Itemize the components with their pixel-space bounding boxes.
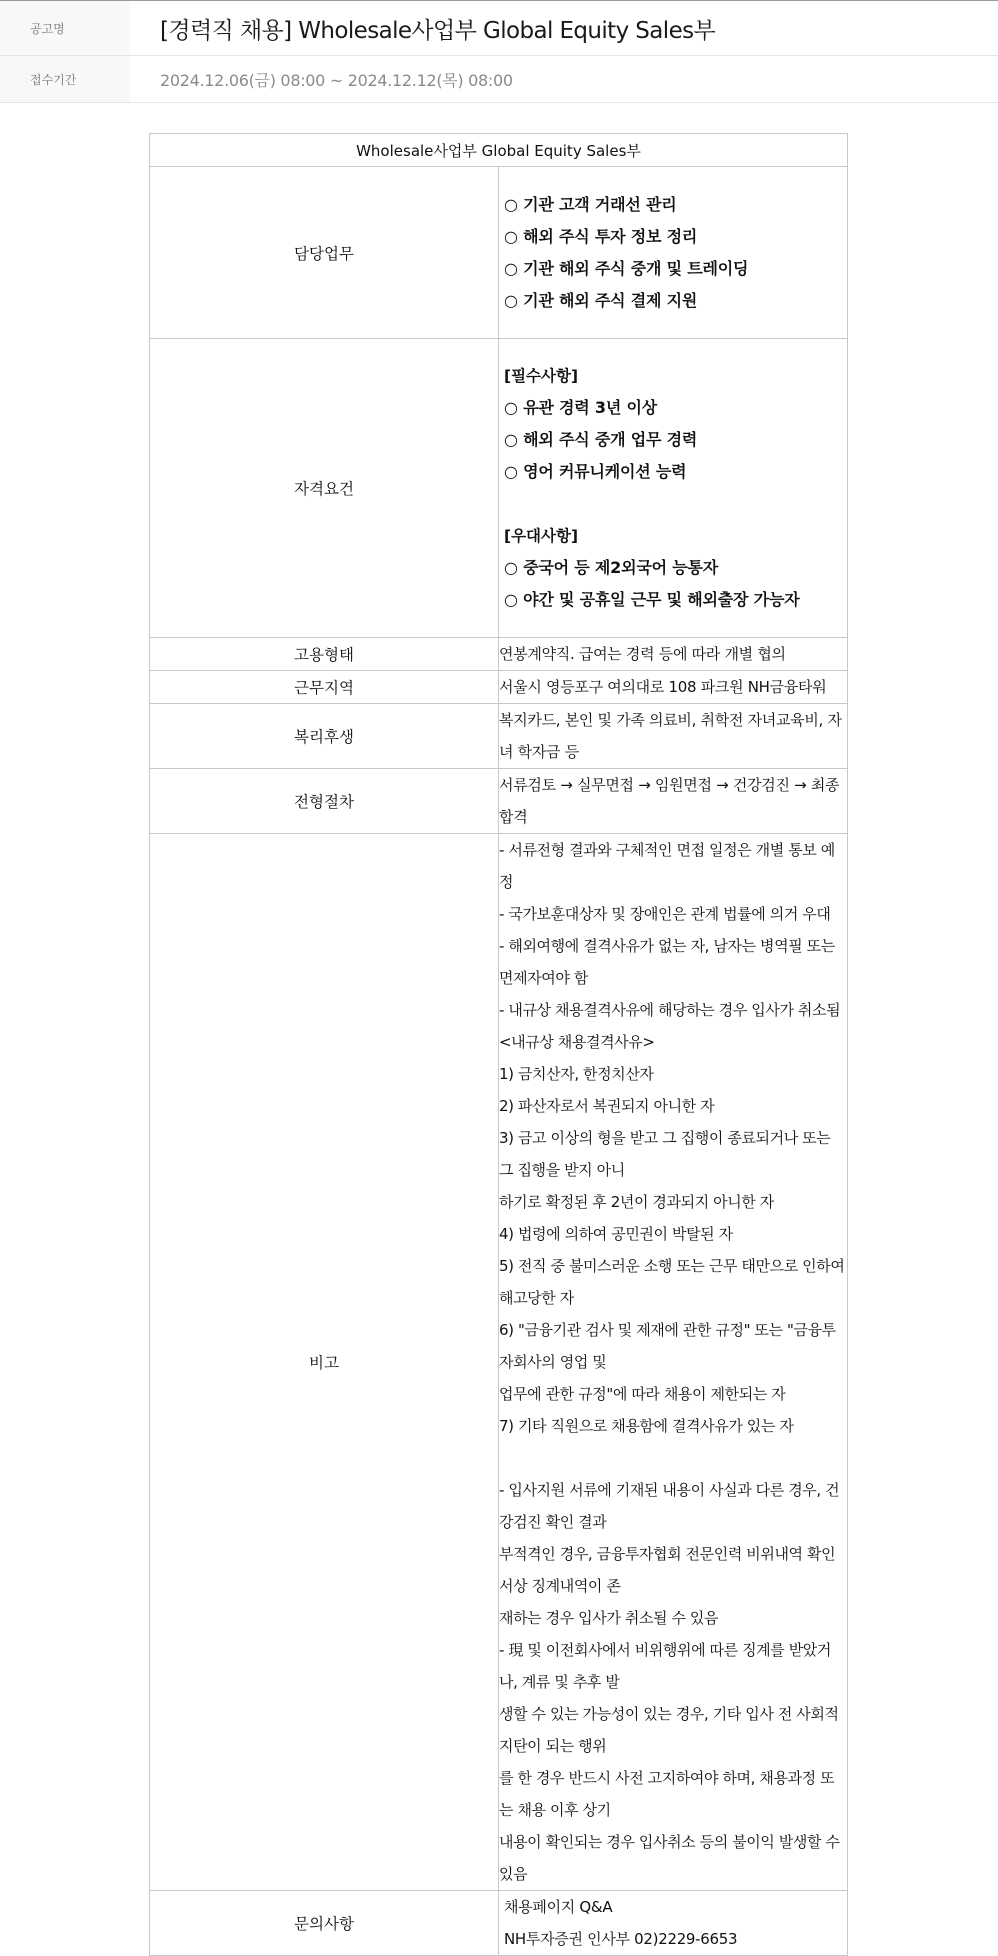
notice-title-label: 공고명 [0, 1, 130, 55]
process-row [150, 769, 848, 834]
qualifications-label: 자격요건 [150, 339, 499, 638]
application-period-row [0, 56, 998, 103]
remark-line: 6) "금융기관 검사 및 제재에 관한 규정" 또는 "금융투자회사의 영업 및 [499, 1321, 836, 1371]
remark-line: 재하는 경우 입사가 취소될 수 있음 [499, 1609, 719, 1627]
location-value: 서울시 영등포구 여의대로 108 파크원 NH금융타워 [499, 671, 848, 704]
required-item: ○ 해외 주식 중개 업무 경력 [504, 430, 698, 449]
notice-title-row [0, 1, 998, 56]
remark-line: 1) 금치산자, 한정치산자 [499, 1065, 654, 1083]
duties-cell [499, 167, 848, 339]
benefits-label: 복리후생 [150, 704, 499, 769]
contact-line: NH투자증권 인사부 02)2229-6653 [504, 1930, 738, 1948]
process-label: 전형절차 [150, 769, 499, 834]
contact-line: 채용페이지 Q&A [504, 1898, 613, 1916]
contact-cell [499, 1891, 848, 1956]
contact-row [150, 1891, 848, 1956]
application-period: 2024.12.06(금) 08:00 ~ 2024.12.12(목) 08:00 [160, 70, 513, 90]
job-spec-table [149, 133, 848, 1956]
remark-line: 생할 수 있는 가능성이 있는 경우, 기타 입사 전 사회적 지탄이 되는 행위 [499, 1705, 839, 1755]
table-caption: Wholesale사업부 Global Equity Sales부 [150, 134, 848, 167]
spacer [499, 488, 847, 520]
duty-item: ○ 기관 고객 거래선 관리 [504, 194, 677, 214]
remarks-cell [499, 834, 848, 1891]
remark-line: 내용이 확인되는 경우 입사취소 등의 불이익 발생할 수 있음 [499, 1833, 840, 1883]
remark-line: 를 한 경우 반드시 사전 고지하여야 하며, 채용과정 또는 채용 이후 상기 [499, 1769, 835, 1819]
remark-line: 하기로 확정된 후 2년이 경과되지 아니한 자 [499, 1193, 774, 1211]
preferred-item: ○ 야간 및 공휴일 근무 및 해외출장 가능자 [504, 590, 800, 609]
qualifications-row [150, 339, 848, 638]
contact-label: 문의사항 [150, 1891, 499, 1956]
employment-type-value: 연봉계약직. 급여는 경력 등에 따라 개별 협의 [499, 638, 848, 671]
remarks-label: 비고 [150, 834, 499, 1891]
benefits-value: 복지카드, 본인 및 가족 의료비, 취학전 자녀교육비, 자녀 학자금 등 [499, 704, 848, 769]
duty-item: ○ 기관 해외 주식 결제 지원 [504, 290, 698, 310]
location-label: 근무지역 [150, 671, 499, 704]
remark-line: 업무에 관한 규정"에 따라 채용이 제한되는 자 [499, 1385, 786, 1403]
remark-line: 3) 금고 이상의 형을 받고 그 집행이 종료되거나 또는 그 집행을 받지 아니 [499, 1129, 831, 1179]
remark-line: - 해외여행에 결격사유가 없는 자, 남자는 병역필 또는 면제자여야 함 [499, 937, 835, 987]
application-period-label: 접수기간 [0, 56, 130, 102]
remark-line: 5) 전직 중 불미스러운 소행 또는 근무 태만으로 인하여 해고당한 자 [499, 1257, 845, 1307]
duty-item: ○ 해외 주식 투자 정보 정리 [504, 226, 698, 246]
remark-line: <내규상 채용결격사유> [499, 1033, 655, 1051]
remark-line: 7) 기타 직원으로 채용함에 결격사유가 있는 자 [499, 1417, 794, 1435]
employment-type-row [150, 638, 848, 671]
notice-title: [경력직 채용] Wholesale사업부 Global Equity Sales부 [160, 17, 716, 44]
remark-line: - 입사지원 서류에 기재된 내용이 사실과 다른 경우, 건강검진 확인 결과 [499, 1481, 840, 1531]
location-row [150, 671, 848, 704]
preferred-item: ○ 중국어 등 제2외국어 능통자 [504, 558, 718, 577]
remark-line: 4) 법령에 의하여 공민권이 박탈된 자 [499, 1225, 733, 1243]
remark-line: - 국가보훈대상자 및 장애인은 관계 법률에 의거 우대 [499, 905, 831, 923]
spacer [499, 1442, 847, 1474]
process-value: 서류검토 → 실무면접 → 임원면접 → 건강검진 → 최종합격 [499, 769, 848, 834]
preferred-title: [우대사항] [504, 527, 579, 545]
remark-line: - 내규상 채용결격사유에 해당하는 경우 입사가 취소됨 [499, 1001, 841, 1019]
benefits-row [150, 704, 848, 769]
remark-line: 2) 파산자로서 복권되지 아니한 자 [499, 1097, 715, 1115]
required-item: ○ 유관 경력 3년 이상 [504, 398, 657, 417]
remark-line: - 現 및 이전회사에서 비위행위에 따른 징계를 받았거나, 계류 및 추후 발 [499, 1641, 831, 1691]
duties-label: 담당업무 [150, 167, 499, 339]
remark-line: 부적격인 경우, 금융투자협회 전문인력 비위내역 확인서상 징계내역이 존 [499, 1545, 836, 1595]
employment-type-label: 고용형태 [150, 638, 499, 671]
table-caption-row [150, 134, 848, 167]
remarks-row [150, 834, 848, 1891]
duties-row [150, 167, 848, 339]
duty-item: ○ 기관 해외 주식 중개 및 트레이딩 [504, 258, 749, 278]
remark-line: - 서류전형 결과와 구체적인 면접 일정은 개별 통보 예정 [499, 841, 835, 891]
qualifications-cell [499, 339, 848, 638]
required-item: ○ 영어 커뮤니케이션 능력 [504, 462, 687, 481]
required-title: [필수사항] [504, 367, 579, 385]
